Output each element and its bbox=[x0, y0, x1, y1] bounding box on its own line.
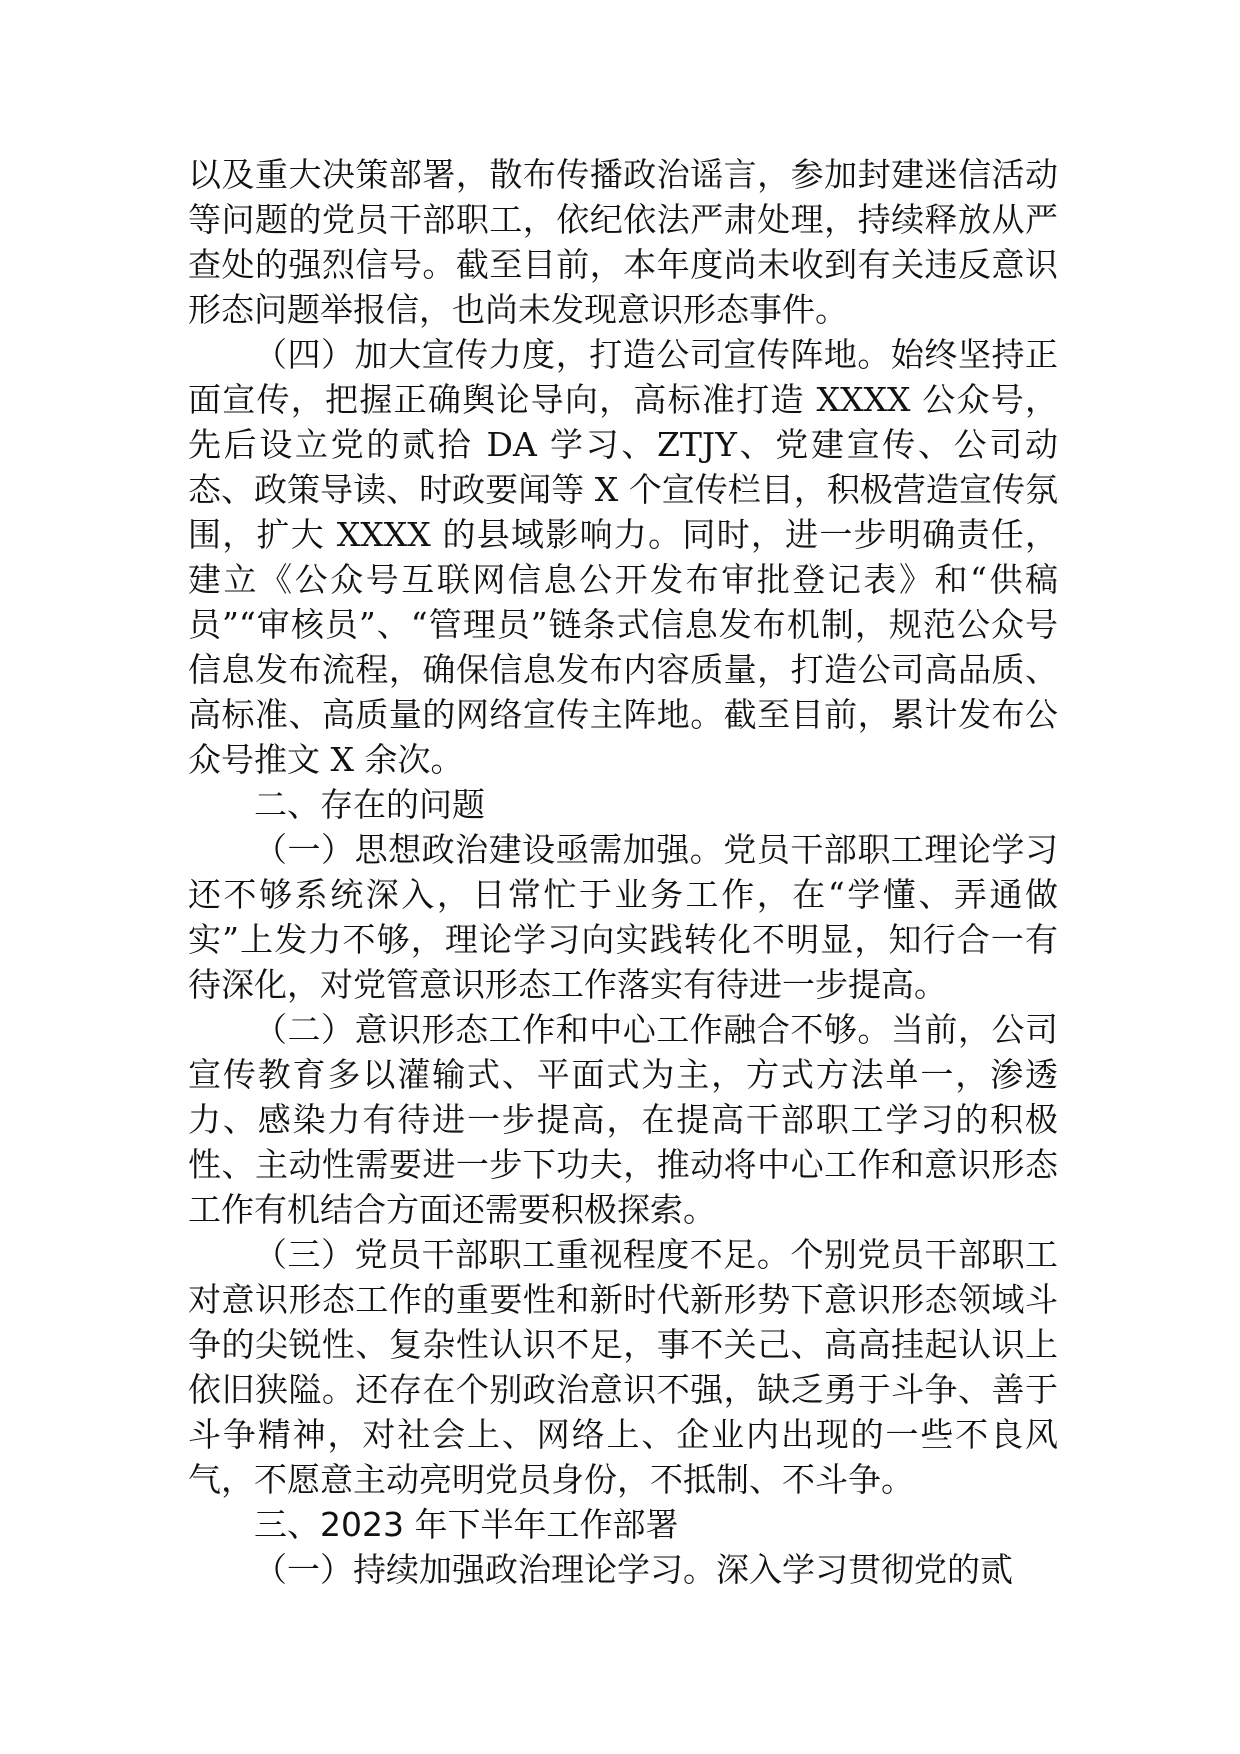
paragraph-problem-2: （二）意识形态工作和中心工作融合不够。当前，公司宣传教育多以灌输式、平面式为主，方式方法单一，渗透力、感染力有待进一步提高，在提高干部职工学习的积极性、主动性需要进一步下功夫，推动将中心工作和意识形态工作有机结合方面还需要积极探索。 bbox=[188, 1010, 1058, 1229]
section-heading-problems: 二、存在的问题 bbox=[254, 785, 485, 824]
paragraph-problem-3: （三）党员干部职工重视程度不足。个别党员干部职工对意识形态工作的重要性和新时代新形势下意识形态领域斗争的尖锐性、复杂性认识不足，事不关己、高高挂起认识上依旧狭隘。还存在个别政治意识不强，缺乏勇于斗争、善于斗争精神，对社会上、网络上、企业内出现的一些不良风气，不愿意主动亮明党员身份，不抵制、不斗争。 bbox=[188, 1235, 1058, 1499]
paragraph-publicity-section: （四）加大宣传力度，打造公司宣传阵地。始终坚持正面宣传，把握正确舆论导向，高标准打造 XXXX 公众号，先后设立党的贰拾 DA 学习、ZTJY、党建宣传、公司动态、政策导读、时政要闻等 X 个宣传栏目，积极营造宣传氛围，扩大 XXXX 的县域影响力。同时，进一步明确责任，建立《公众号互联网信息公开发布审批登记表》和“供稿员”“审核员”、“管理员”链条式信息发布机制，规范公众号信息发布流程，确保信息发布内容质量，打造公司高品质、高标准、高质量的网络宣传主阵地。截至目前，累计发布公众号推文 X 余次。 bbox=[188, 335, 1058, 779]
paragraph-plan-1: （一）持续加强政治理论学习。深入学习贯彻党的贰 bbox=[254, 1550, 1013, 1589]
document-body bbox=[188, 152, 1058, 1592]
paragraph-continuation: 以及重大决策部署，散布传播政治谣言，参加封建迷信活动等问题的党员干部职工，依纪依法严肃处理，持续释放从严查处的强烈信号。截至目前，本年度尚未收到有关违反意识形态问题举报信，也尚未发现意识形态事件。 bbox=[188, 155, 1058, 329]
section-heading-work-plan: 三、2023 年下半年工作部署 bbox=[254, 1505, 679, 1544]
paragraph-problem-1: （一）思想政治建设亟需加强。党员干部职工理论学习还不够系统深入，日常忙于业务工作，在“学懂、弄通做实”上发力不够，理论学习向实践转化不明显，知行合一有待深化，对党管意识形态工作落实有待进一步提高。 bbox=[188, 830, 1058, 1004]
